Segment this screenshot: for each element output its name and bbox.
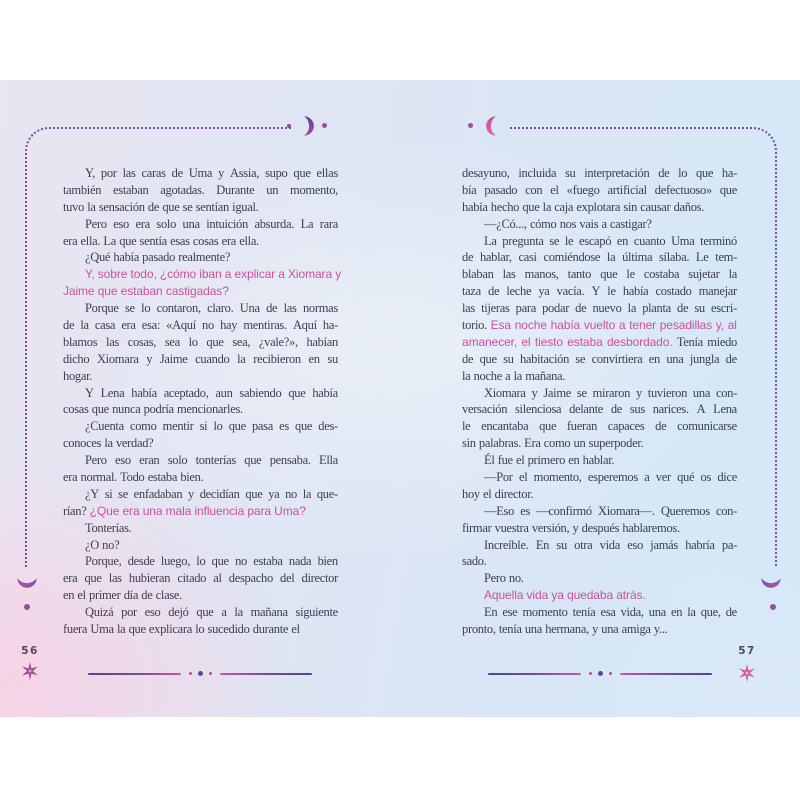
text-line: ¿O no? [85, 537, 120, 552]
text-line: —Eso es —confirmó Xiomara—. Queremos con- [484, 503, 737, 518]
book-spread-background [0, 80, 800, 717]
ornament-dot [322, 123, 327, 128]
text-line: de la casa era esa: «Aquí no hay mentiras. Aquí ha- [63, 318, 338, 333]
text-line: en el primer día de clase. [63, 588, 182, 603]
crescent-moon-icon [760, 570, 782, 592]
text-line: de hablar, casi comiéndose la última sílaba. Le tem- [462, 250, 737, 265]
ornament-dot [468, 123, 473, 128]
divider-dot [198, 671, 203, 676]
ornament-dot [770, 604, 776, 610]
text-line: —¿Có..., cómo nos vais a castigar? [484, 216, 652, 231]
text-line: la noche a la mañana. [462, 368, 566, 383]
text-line: ¿Y si se enfadaban y decidían que ya no la que- [85, 486, 338, 501]
text-line: ¿Cuenta como mentir si lo que pasa es que des- [85, 419, 338, 434]
crescent-moon-icon [296, 115, 318, 137]
divider-line [488, 673, 581, 675]
text-line: Y, sobre todo, ¿cómo iban a explicar a Xiomara y [85, 267, 342, 282]
text-line: Aquella vida ya quedaba atrás. [484, 588, 646, 603]
divider-line [88, 673, 181, 675]
ornament-dot [24, 604, 30, 610]
text-line: torio. Esa noche había vuelto a tener pesadillas y, al [462, 318, 737, 333]
right-page-text [462, 166, 737, 639]
text-line: firmar vuestra versión, y después hablaremos. [462, 520, 680, 535]
text-line: Pero no. [484, 571, 524, 586]
text-line: desayuno, incluida su interpretación de lo que ha- [462, 166, 737, 180]
text-line: Tonterías. [85, 520, 132, 535]
text-line: era normal. Todo estaba bien. [63, 470, 204, 485]
text-line: Y Lena había aceptado, aun sabiendo que había [85, 385, 338, 400]
text-line: Pero eso era solo una intuición absurda. La rara [85, 216, 338, 231]
text-line: sado. [462, 554, 487, 569]
text-line: Jaime que estaban castigadas? [63, 284, 229, 299]
text-line: amanecer, el tiesto estaba desbordado. Tenía miedo [462, 334, 737, 349]
left-footer-divider [88, 669, 312, 678]
text-line: las tijeras para podar de nuevo la planta de su escri- [462, 301, 737, 316]
text-line: bía pasado con el «fuego artificial defectuoso» que [462, 182, 737, 197]
text-line: rían? ¿Que era una mala influencia para Uma? [63, 503, 306, 518]
text-line: de que su habitación se convirtiera en una jungla de [462, 351, 737, 366]
divider-dot [189, 672, 192, 675]
text-line: pronto, tenía una hermana, y una amiga y... [462, 622, 668, 637]
text-line: Xiomara y Jaime se miraron y tuvieron una con- [484, 385, 737, 400]
divider-dot [598, 671, 603, 676]
text-line: tuvo la sensación de que se sentían igual. [63, 199, 259, 214]
text-line: cosas que nunca podría mencionarles. [63, 402, 243, 417]
divider-line [220, 673, 313, 675]
text-line: blamos las cosas, sea lo que sea, ¿vale?», habían [63, 334, 338, 349]
text-line: versación silenciosa delante de sus narices. A Lena [462, 402, 737, 417]
crescent-moon-icon [482, 115, 504, 137]
right-footer-divider [488, 669, 712, 678]
divider-dot [589, 672, 592, 675]
text-line: Él fue el primero en hablar. [484, 453, 615, 468]
text-line: fuera Uma la que explicara lo sucedido durante el [63, 622, 300, 637]
text-line: hoy el director. [462, 486, 534, 501]
text-line: Porque se lo contaron, claro. Una de las normas [85, 301, 338, 316]
star-sparkle-icon [20, 661, 40, 681]
text-line: Y, por las caras de Uma y Assia, supo que ellas [85, 166, 338, 180]
text-line: conoces la verdad? [63, 436, 154, 451]
text-line: también estaban agotadas. Durante un momento, [63, 182, 338, 197]
text-line: era que las hubieran citado al despacho del director [63, 571, 338, 586]
text-line: Increíble. En su otra vida eso jamás habría pa- [484, 537, 737, 552]
right-page-number: 57 [738, 645, 756, 657]
left-page-number: 56 [21, 645, 39, 657]
text-line: sin palabras. Era como un superpoder. [462, 436, 644, 451]
text-line: ¿Qué había pasado realmente? [85, 250, 231, 265]
text-line: La pregunta se le escapó en cuanto Uma terminó [484, 233, 737, 248]
text-line: Pero eso eran solo tonterías que pensaba. Ella [85, 453, 338, 468]
divider-dot [609, 672, 612, 675]
text-line: —Por el momento, esperemos a ver qué os dice [484, 470, 737, 485]
divider-line [620, 673, 713, 675]
text-line: dicho Xiomara y Jaime cuando la recibieron en su [63, 351, 338, 366]
star-sparkle-icon [737, 663, 757, 683]
text-line: Quizá por eso dejó que a la mañana siguiente [85, 605, 338, 620]
text-line: era ella. La que sentía esas cosas era ella. [63, 233, 259, 248]
text-line: le encantaba que fueran capaces de comunicarse [462, 419, 737, 434]
text-line: En ese momento tenía esa vida, una en la que, de [484, 605, 737, 620]
left-page-text [63, 166, 342, 639]
divider-dot [209, 672, 212, 675]
text-line: había hecho que la caja explotara sin causar daños. [462, 199, 705, 214]
text-line: blaban las manos, tanto que le costaba sujetar la [462, 267, 737, 282]
crescent-moon-icon [16, 570, 38, 592]
text-line: hogar. [63, 368, 93, 383]
text-line: Porque, desde luego, lo que no estaba nada bien [85, 554, 338, 569]
text-line: taza de leche ya vacía. Y le había costado manejar [462, 284, 737, 299]
ornament-dot [287, 124, 291, 128]
